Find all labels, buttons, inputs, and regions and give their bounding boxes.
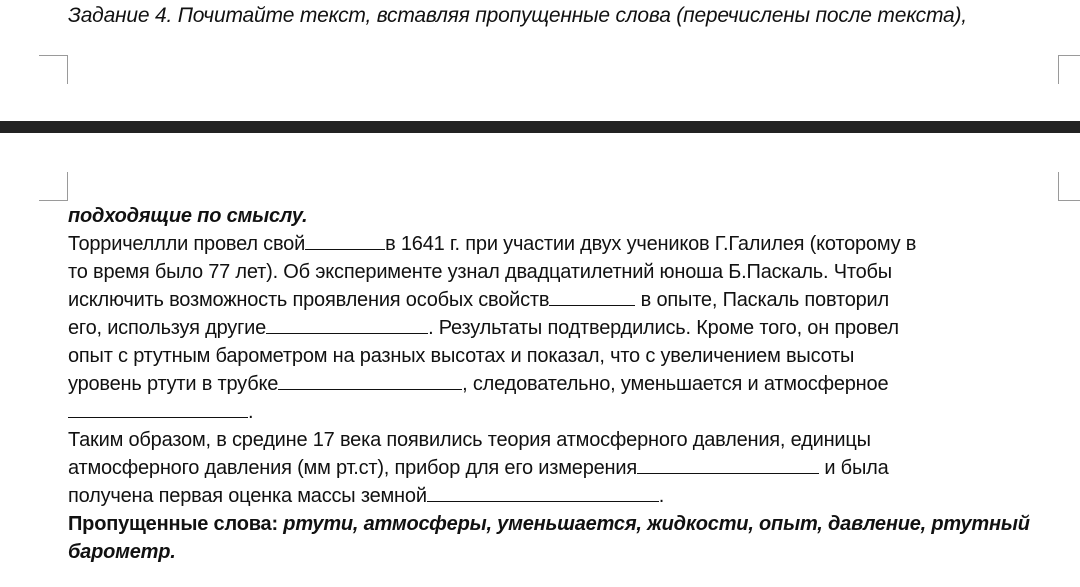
fill-blank-1: [305, 231, 385, 250]
text-line-7: [68, 398, 1068, 426]
task-heading: Задание 4. Почитайте текст, вставляя пропущенные слова (перечислены после текста),: [68, 4, 967, 27]
text-line-6: [68, 370, 1068, 398]
crop-mark-bottom-left: [39, 172, 68, 201]
text-fragment: его, используя другие: [68, 317, 267, 339]
text-line-4: [68, 314, 1068, 342]
exercise-text: [68, 202, 1068, 566]
fill-blank-2: [549, 287, 635, 306]
text-fragment: .: [658, 485, 665, 507]
fill-blank-5: [68, 399, 248, 418]
text-fragment: , следовательно, уменьшается и атмосферное: [462, 373, 889, 395]
text-fragment: в 1641 г. при участии двух учеников Г.Галилея (которому в: [385, 233, 917, 255]
fill-blank-3: [266, 315, 428, 334]
crop-mark-top-left: [39, 55, 68, 84]
crop-mark-bottom-right: [1058, 172, 1080, 201]
text-fragment: Торричеллли провел свой: [68, 233, 306, 255]
text-line-8: Таким образом, в средине 17 века появились теория атмосферного давления, единицы: [68, 429, 871, 451]
text-line-9: [68, 454, 1068, 482]
missing-words-label: Пропущенные слова:: [68, 513, 278, 535]
fill-blank-4: [278, 371, 462, 390]
text-fragment: уровень ртути в трубке: [68, 373, 279, 395]
text-fragment: получена первая оценка массы земной: [68, 485, 427, 507]
text-line-2: то время было 77 лет). Об эксперименте узнал двадцатилетний юноша Б.Паскаль. Чтобы: [68, 261, 892, 283]
text-line-5: опыт с ртутным барометром на разных высотах и показал, что с увеличением высоты: [68, 345, 855, 367]
fill-blank-6: [637, 455, 819, 474]
text-fragment: исключить возможность проявления особых свойств: [68, 289, 550, 311]
text-fragment: в опыте, Паскаль повторил: [635, 289, 889, 311]
missing-words-tail: барометр.: [68, 541, 176, 563]
text-fragment: атмосферного давления (мм рт.ст), прибор для его измерения: [68, 457, 637, 479]
crop-mark-top-right: [1058, 55, 1080, 84]
text-fragment: и была: [819, 457, 889, 479]
page-separator: [0, 121, 1080, 133]
missing-words-list: ртути, атмосферы, уменьшается, жидкости, опыт, давление, ртутный: [283, 513, 1030, 535]
text-line-3: [68, 286, 1068, 314]
heading-continuation: подходящие по смыслу.: [68, 205, 308, 227]
fill-blank-7: [427, 483, 659, 502]
text-fragment: .: [248, 401, 254, 423]
text-line-10: [68, 482, 1068, 510]
text-fragment: . Результаты подтвердились. Кроме того, он провел: [428, 317, 899, 339]
missing-words-line: [68, 510, 1068, 538]
text-line-1: [68, 230, 1068, 258]
